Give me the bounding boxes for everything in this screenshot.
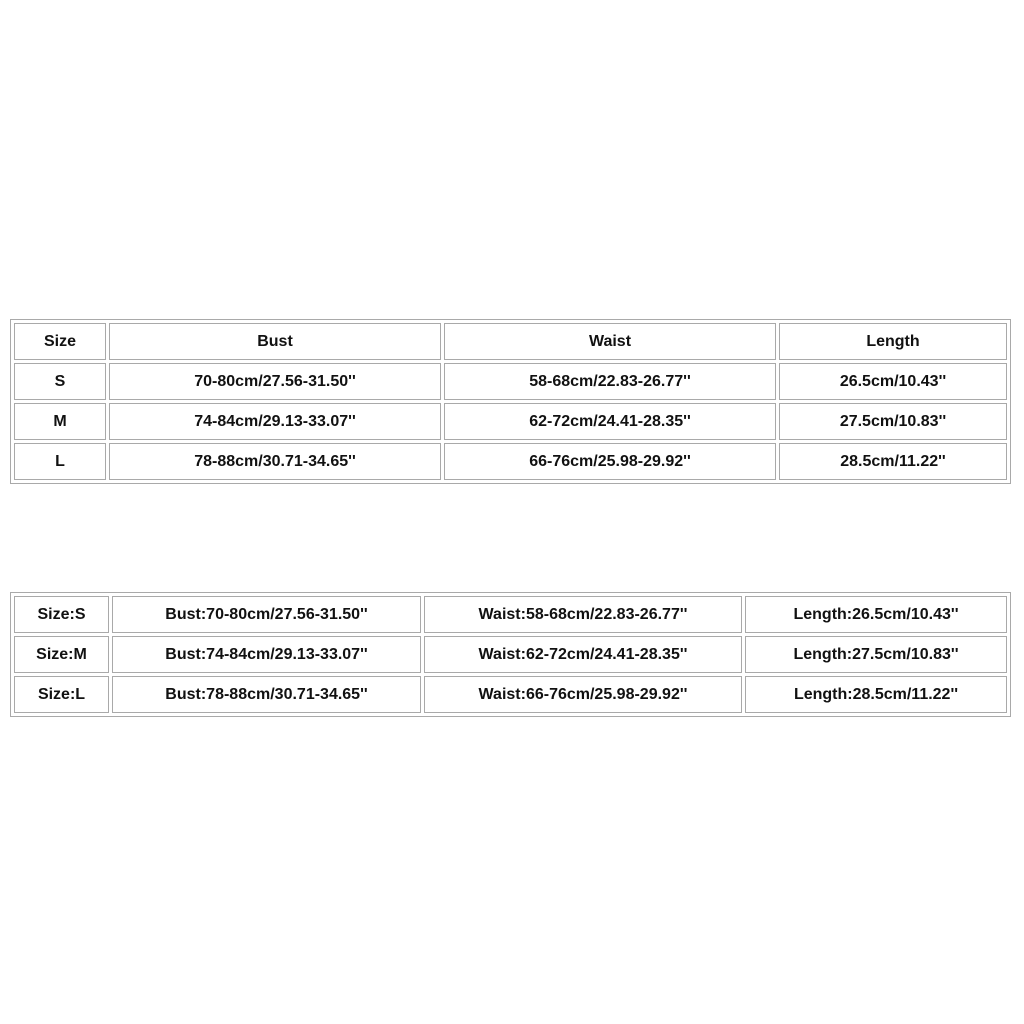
size-cell: L (14, 443, 106, 480)
header-bust: Bust (109, 323, 441, 360)
table-row (14, 363, 1007, 400)
waist-cell: 62-72cm/24.41-28.35'' (444, 403, 776, 440)
waist-cell: Waist:58-68cm/22.83-26.77'' (424, 596, 742, 633)
length-cell: Length:26.5cm/10.43'' (745, 596, 1007, 633)
bust-cell: Bust:70-80cm/27.56-31.50'' (112, 596, 421, 633)
header-size: Size (14, 323, 106, 360)
bust-cell: 74-84cm/29.13-33.07'' (109, 403, 441, 440)
waist-cell: 58-68cm/22.83-26.77'' (444, 363, 776, 400)
header-waist: Waist (444, 323, 776, 360)
length-cell: Length:27.5cm/10.83'' (745, 636, 1007, 673)
header-length: Length (779, 323, 1007, 360)
length-cell: 26.5cm/10.43'' (779, 363, 1007, 400)
length-cell: 28.5cm/11.22'' (779, 443, 1007, 480)
length-cell: 27.5cm/10.83'' (779, 403, 1007, 440)
table-row (14, 636, 1007, 673)
waist-cell: 66-76cm/25.98-29.92'' (444, 443, 776, 480)
size-cell: M (14, 403, 106, 440)
waist-cell: Waist:66-76cm/25.98-29.92'' (424, 676, 742, 713)
bust-cell: 70-80cm/27.56-31.50'' (109, 363, 441, 400)
size-detail-table (10, 592, 1011, 717)
size-cell: Size:L (14, 676, 109, 713)
table-row (14, 676, 1007, 713)
size-chart-table (10, 319, 1011, 484)
size-cell: S (14, 363, 106, 400)
bust-cell: Bust:78-88cm/30.71-34.65'' (112, 676, 421, 713)
waist-cell: Waist:62-72cm/24.41-28.35'' (424, 636, 742, 673)
size-cell: Size:S (14, 596, 109, 633)
size-cell: Size:M (14, 636, 109, 673)
table-row (14, 443, 1007, 480)
length-cell: Length:28.5cm/11.22'' (745, 676, 1007, 713)
bust-cell: 78-88cm/30.71-34.65'' (109, 443, 441, 480)
bust-cell: Bust:74-84cm/29.13-33.07'' (112, 636, 421, 673)
table-row (14, 403, 1007, 440)
table-header-row (14, 323, 1007, 360)
table-row (14, 596, 1007, 633)
